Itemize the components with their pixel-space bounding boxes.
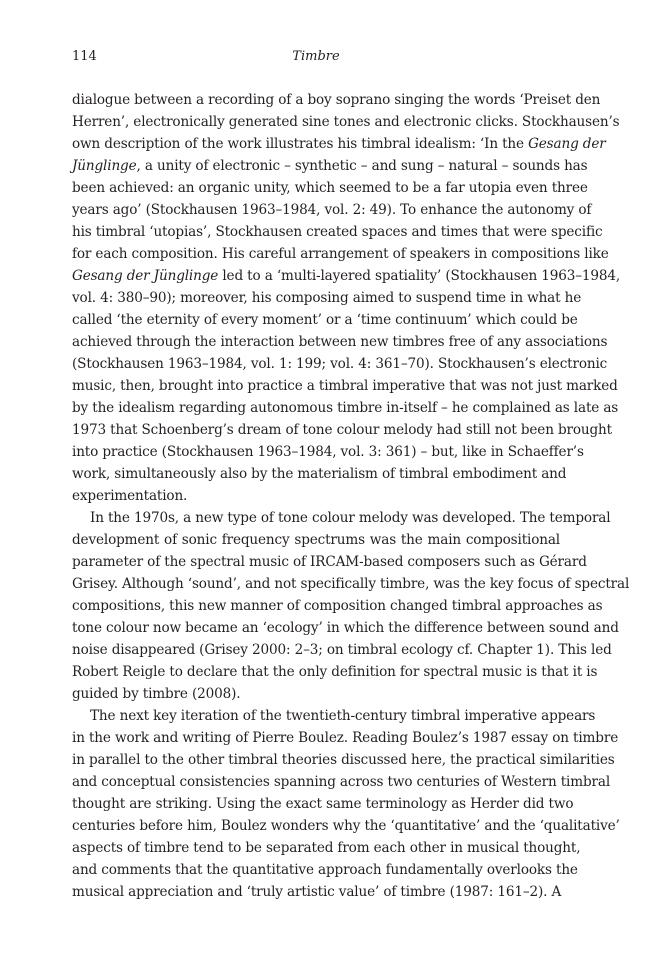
text-line xyxy=(72,89,601,111)
text-segment: music, then, brought into practice a timbral imperative that was not just marked xyxy=(72,378,618,394)
text-segment: noise disappeared (Grisey 2000: 2–3; on timbral ecology cf. Chapter 1). This led xyxy=(72,642,612,658)
text-segment: thought are striking. Using the exact same terminology as Herder did two xyxy=(72,796,574,812)
text-line xyxy=(72,287,582,309)
text-segment: by the idealism regarding autonomous timbre in-itself – he complained as late as xyxy=(72,400,619,416)
text-line xyxy=(72,617,619,639)
text-line xyxy=(72,309,578,331)
text-line xyxy=(72,199,592,221)
page-number: 114 xyxy=(72,49,97,64)
text-segment: Robert Reigle to declare that the only definition for spectral music is that it is xyxy=(72,664,598,680)
text-line xyxy=(72,397,619,419)
text-segment: tone colour now became an ‘ecology’ in which the difference between sound and xyxy=(72,620,619,636)
text-segment: in the work and writing of Pierre Boulez. Reading Boulez’s 1987 essay on timbre xyxy=(72,730,619,746)
text-segment: In the 1970s, a new type of tone colour melody was developed. The temporal xyxy=(90,510,611,526)
text-line xyxy=(72,441,584,463)
text-segment: dialogue between a recording of a boy soprano singing the words ‘Preiset den xyxy=(72,92,601,108)
text-line xyxy=(72,595,603,617)
text-line xyxy=(72,793,574,815)
text-segment: development of sonic frequency spectrums was the main compositional xyxy=(72,532,560,548)
text-line xyxy=(72,155,588,177)
text-segment: his timbral ‘utopias’, Stockhausen created spaces and times that were specific xyxy=(72,224,603,240)
italic-title-text: Gesang der xyxy=(528,136,606,152)
text-segment: (Stockhausen 1963–1984, vol. 1: 199; vol. 4: 361–70). Stockhausen’s electronic xyxy=(72,356,608,372)
text-segment: in parallel to the other timbral theories discussed here, the practical similarities xyxy=(72,752,615,768)
text-line xyxy=(72,177,588,199)
text-line xyxy=(72,331,608,353)
running-title: Timbre xyxy=(292,49,340,64)
text-line xyxy=(72,221,603,243)
text-segment: Grisey. Although ‘sound’, and not specifically timbre, was the key focus of spectral xyxy=(72,576,630,592)
text-line xyxy=(72,881,560,903)
text-line xyxy=(72,859,578,881)
text-line xyxy=(72,683,560,705)
body-text xyxy=(72,89,630,903)
text-segment: been achieved: an organic unity, which seemed to be a far utopia even three xyxy=(72,180,588,196)
text-line xyxy=(72,705,596,727)
text-line xyxy=(72,661,598,683)
text-segment: own description of the work illustrates his timbral idealism: ‘In the xyxy=(72,136,529,152)
text-line xyxy=(72,111,620,133)
italic-title-text: Gesang der Jünglinge xyxy=(72,268,219,284)
text-line xyxy=(72,529,560,551)
text-line xyxy=(72,573,630,595)
text-line xyxy=(72,463,567,485)
text-line xyxy=(72,485,560,507)
text-line xyxy=(72,133,606,155)
text-line xyxy=(72,837,581,859)
text-line xyxy=(72,243,609,265)
text-segment: work, simultaneously also by the materialism of timbral embodiment and xyxy=(72,466,567,482)
italic-title-text: Jünglinge xyxy=(72,158,137,174)
text-segment: aspects of timbre tend to be separated from each other in musical thought, xyxy=(72,840,581,856)
text-line xyxy=(72,419,612,441)
text-segment: called ‘the eternity of every moment’ or a ‘time continuum’ which could be xyxy=(72,312,578,328)
text-line xyxy=(72,727,619,749)
text-segment: Herren’, electronically generated sine tones and electronic clicks. Stockhausen’s xyxy=(72,114,620,130)
text-line xyxy=(72,353,608,375)
text-segment: years ago’ (Stockhausen 1963–1984, vol. 2: 49). To enhance the autonomy of xyxy=(72,202,592,218)
text-segment: for each composition. His careful arrangement of speakers in compositions like xyxy=(72,246,609,262)
text-line xyxy=(72,265,621,287)
text-segment: into practice (Stockhausen 1963–1984, vol. 3: 361) – but, like in Schaeffer’s xyxy=(72,444,584,460)
text-segment: and comments that the quantitative approach fundamentally overlooks the xyxy=(72,862,578,878)
text-segment: and conceptual consistencies spanning across two centuries of Western timbral xyxy=(72,774,611,790)
text-line xyxy=(72,551,587,573)
text-segment: led to a ‘multi-layered spatiality’ (Stockhausen 1963–1984, xyxy=(218,268,621,284)
text-line xyxy=(72,815,620,837)
text-segment: achieved through the interaction between new timbres free of any associations xyxy=(72,334,608,350)
text-line xyxy=(72,507,611,529)
text-segment: guided by timbre (2008). xyxy=(72,686,241,702)
text-line xyxy=(72,749,615,771)
text-line xyxy=(72,639,612,661)
text-segment: parameter of the spectral music of IRCAM-based composers such as Gérard xyxy=(72,554,587,570)
text-segment: 1973 that Schoenberg’s dream of tone colour melody had still not been brought xyxy=(72,422,612,438)
text-segment: vol. 4: 380–90); moreover, his composing aimed to suspend time in what he xyxy=(72,290,582,306)
text-line xyxy=(72,771,611,793)
text-segment: , a unity of electronic – synthetic – and sung – natural – sounds has xyxy=(136,158,588,174)
text-segment: The next key iteration of the twentieth-century timbral imperative appears xyxy=(90,708,596,724)
text-segment: experimentation. xyxy=(72,488,188,504)
text-segment: centuries before him, Boulez wonders why the ‘quantitative’ and the ‘qualitative’ xyxy=(72,818,620,834)
text-segment: musical appreciation and ‘truly artistic value’ of timbre (1987: 161–2). A xyxy=(72,884,562,900)
running-head xyxy=(72,48,560,66)
text-line xyxy=(72,375,618,397)
text-segment: compositions, this new manner of composition changed timbral approaches as xyxy=(72,598,603,614)
